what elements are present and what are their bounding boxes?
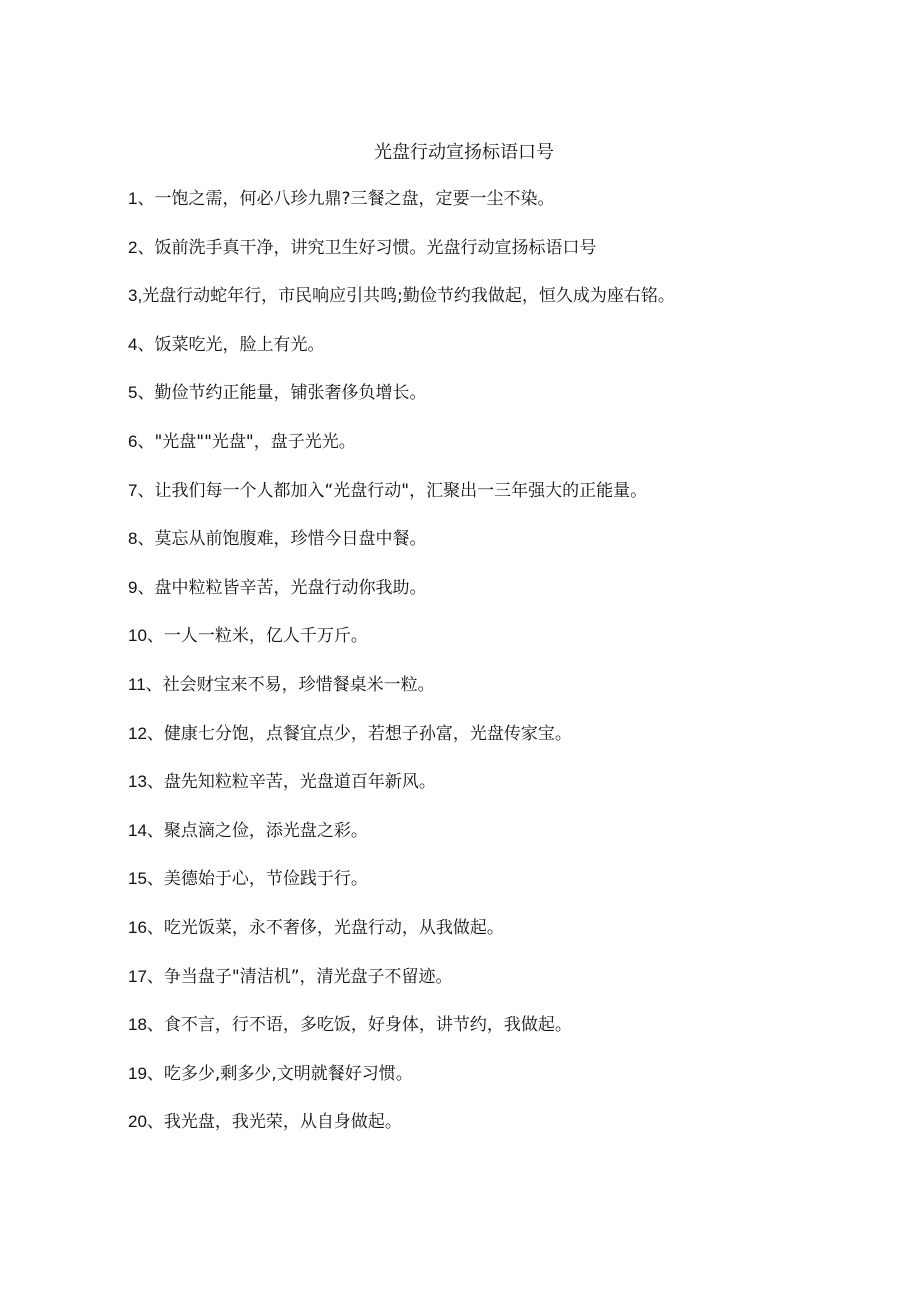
slogan-text: 一饱之需，何必八珍九鼎?三餐之盘，定要一尘不染。 bbox=[154, 189, 555, 209]
slogan-number: 5、 bbox=[128, 383, 155, 403]
slogan-number: 11、 bbox=[128, 674, 163, 694]
list-item bbox=[128, 333, 888, 382]
slogan-text: 盘中粒粒皆辛苦，光盘行动你我助。 bbox=[154, 577, 427, 598]
list-item bbox=[128, 1062, 888, 1111]
list-item bbox=[128, 236, 888, 285]
slogan-text: 盘先知粒粒辛苦，光盘道百年新风。 bbox=[163, 772, 436, 793]
slogan-number: 1、 bbox=[128, 189, 155, 208]
list-item bbox=[128, 576, 888, 625]
list-item bbox=[128, 916, 888, 965]
slogan-number: 8、 bbox=[128, 529, 155, 549]
slogan-text: "光盘""光盘"，盘子光光。 bbox=[154, 431, 356, 452]
list-item bbox=[128, 673, 888, 722]
list-item bbox=[128, 527, 888, 576]
slogan-number: 18、 bbox=[128, 1015, 164, 1035]
slogan-number: 3, bbox=[128, 286, 143, 306]
slogan-text: 食不言，行不语，多吃饭，好身体，讲节约，我做起。 bbox=[163, 1015, 572, 1036]
list-item bbox=[128, 867, 888, 916]
slogan-number: 14、 bbox=[128, 820, 164, 840]
slogan-number: 12、 bbox=[128, 723, 164, 743]
list-item bbox=[128, 430, 888, 479]
page-title: 光盘行动宣扬标语口号 bbox=[374, 142, 554, 163]
slogan-text: 一人一粒米，亿人千万斤。 bbox=[163, 626, 368, 647]
slogan-list bbox=[128, 187, 888, 1159]
list-item bbox=[128, 770, 888, 819]
slogan-text: 勤俭节约正能量，铺张奢侈负增长。 bbox=[154, 383, 427, 404]
slogan-number: 20、 bbox=[128, 1112, 164, 1132]
slogan-text: 饭前洗手真干净，讲究卫生好习惯。光盘行动宣扬标语口号 bbox=[154, 237, 597, 258]
slogan-number: 13、 bbox=[128, 772, 164, 792]
slogan-number: 6、 bbox=[128, 431, 155, 451]
list-item bbox=[128, 819, 888, 868]
slogan-number: 7、 bbox=[128, 480, 155, 500]
list-item bbox=[128, 965, 888, 1014]
list-item bbox=[128, 479, 888, 528]
slogan-text: 争当盘子"清洁机”，清光盘子不留迹。 bbox=[163, 966, 453, 987]
slogan-number: 15、 bbox=[128, 869, 164, 889]
slogan-text: 光盘行动蛇年行，市民响应引共鸣;勤俭节约我做起，恒久成为座右铭。 bbox=[142, 286, 675, 307]
slogan-text: 社会财宝来不易，珍惜餐桌米一粒。 bbox=[162, 674, 435, 695]
list-item bbox=[128, 381, 888, 430]
slogan-text: 吃多少,剩多少,文明就餐好习惯。 bbox=[163, 1063, 413, 1084]
slogan-number: 2、 bbox=[128, 237, 155, 257]
slogan-number: 4、 bbox=[128, 334, 155, 354]
slogan-number: 10、 bbox=[128, 626, 164, 646]
slogan-text: 美德始于心，节俭践于行。 bbox=[163, 869, 368, 890]
list-item bbox=[128, 1013, 888, 1062]
slogan-text: 让我们每一个人都加入“光盘行动"，汇聚出一三年强大的正能量。 bbox=[154, 480, 648, 501]
slogan-text: 吃光饭菜，永不奢侈，光盘行动，从我做起。 bbox=[163, 917, 504, 938]
slogan-number: 19、 bbox=[128, 1063, 164, 1083]
slogan-text: 我光盘，我光荣，从自身做起。 bbox=[163, 1112, 402, 1133]
list-item bbox=[128, 1110, 888, 1159]
list-item bbox=[128, 187, 888, 236]
slogan-number: 16、 bbox=[128, 917, 164, 937]
slogan-text: 聚点滴之俭，添光盘之彩。 bbox=[163, 820, 368, 841]
slogan-number: 9、 bbox=[128, 577, 155, 597]
slogan-text: 莫忘从前饱腹难，珍惜今日盘中餐。 bbox=[154, 529, 427, 550]
list-item bbox=[128, 284, 888, 333]
list-item bbox=[128, 624, 888, 673]
slogan-text: 饭菜吃光，脸上有光。 bbox=[154, 334, 325, 355]
slogan-number: 17、 bbox=[128, 966, 164, 986]
list-item bbox=[128, 722, 888, 771]
slogan-text: 健康七分饱，点餐宜点少，若想子孙富，光盘传家宝。 bbox=[163, 723, 572, 744]
